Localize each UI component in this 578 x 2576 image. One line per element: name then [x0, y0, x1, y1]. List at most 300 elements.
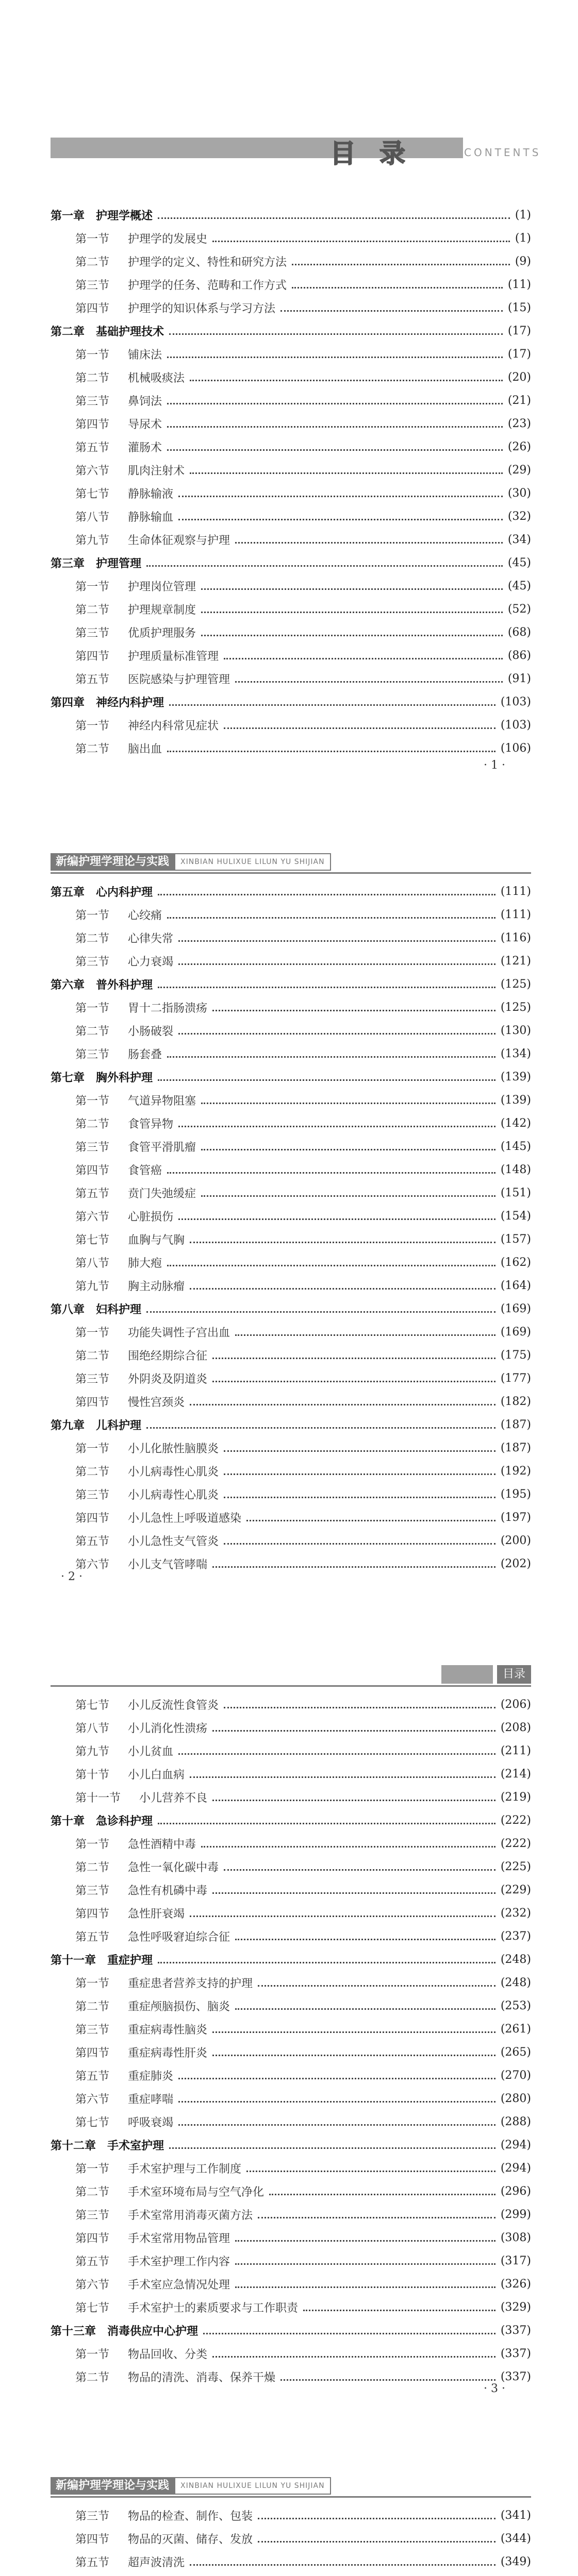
- toc-section-entry[interactable]: [51, 2157, 531, 2180]
- entry-title: 小儿病毒性心肌炎: [128, 1489, 219, 1502]
- entry-heading: [51, 671, 230, 687]
- entry-number: 第二节: [75, 256, 110, 269]
- entry-title: 医院感染与护理管理: [128, 673, 230, 686]
- toc-section-entry[interactable]: [51, 1019, 531, 1042]
- dot-leader: [224, 1450, 496, 1452]
- entry-page: (52): [507, 603, 531, 616]
- entry-page: (68): [507, 626, 531, 639]
- entry-title: 护理学的知识体系与学习方法: [128, 302, 276, 315]
- entry-title: 护理学的任务、范畴和工作方式: [128, 279, 287, 292]
- dot-leader: [167, 357, 503, 358]
- dot-leader: [190, 2564, 496, 2566]
- toc-section-entry[interactable]: [51, 343, 531, 366]
- dot-leader: [158, 1079, 496, 1081]
- toc-chapter-entry[interactable]: [51, 1413, 531, 1436]
- header-rule: [51, 1685, 531, 1687]
- entry-heading: [51, 1370, 207, 1386]
- toc-section-entry[interactable]: [51, 2249, 531, 2273]
- entry-heading: [51, 1255, 162, 1270]
- toc-section-entry[interactable]: [51, 1994, 531, 2018]
- entry-heading: [51, 1720, 207, 1736]
- toc-section-entry[interactable]: [51, 1971, 531, 1994]
- entry-title: 护理管理: [96, 557, 142, 570]
- entry-page: (253): [500, 1999, 531, 2012]
- toc-section-entry[interactable]: [51, 574, 531, 598]
- entry-number: 第四节: [75, 2232, 110, 2245]
- entry-heading: [51, 601, 196, 617]
- entry-page: (145): [500, 1140, 531, 1153]
- toc-section-entry[interactable]: [51, 389, 531, 412]
- toc-section-entry[interactable]: [51, 2527, 531, 2550]
- entry-page: (111): [500, 908, 531, 921]
- entry-title: 急性肝衰竭: [128, 1908, 185, 1921]
- entry-heading: [51, 1069, 153, 1085]
- entry-number: 第一节: [75, 233, 110, 246]
- entry-heading: [51, 207, 153, 223]
- entry-page: (20): [507, 371, 531, 384]
- dot-leader: [178, 1033, 496, 1035]
- entry-number: 第一节: [75, 581, 110, 594]
- entry-title: 护理岗位管理: [128, 581, 196, 594]
- toc-title-en: CONTENTS: [464, 146, 541, 159]
- entry-title: 胸外科护理: [96, 1072, 153, 1084]
- entry-number: 第八节: [75, 1722, 110, 1735]
- toc-section-entry[interactable]: [51, 2018, 531, 2041]
- toc-section-entry[interactable]: [51, 1902, 531, 1925]
- entry-title: 护理质量标准管理: [128, 650, 219, 663]
- dot-leader: [178, 1753, 496, 1755]
- entry-number: 第二节: [75, 1025, 110, 1038]
- entry-heading: [51, 1859, 219, 1875]
- toc-section-entry[interactable]: [51, 2365, 531, 2388]
- entry-page: (219): [500, 1791, 531, 1804]
- toc-section-entry[interactable]: [51, 2296, 531, 2319]
- dot-leader: [178, 2078, 496, 2079]
- entry-heading: [51, 1208, 173, 1224]
- toc-section-entry[interactable]: [51, 1786, 531, 1809]
- entry-number: 第十章: [51, 1815, 85, 1828]
- dot-leader: [224, 1497, 496, 1498]
- toc-section-entry[interactable]: [51, 1089, 531, 1112]
- toc-section-entry[interactable]: [51, 1251, 531, 1274]
- entry-heading: [51, 2021, 207, 2037]
- toc-section-entry[interactable]: [51, 2180, 531, 2203]
- entry-number: 第四节: [75, 302, 110, 315]
- toc-section-entry[interactable]: [51, 1228, 531, 1251]
- toc-section-entry[interactable]: [51, 2226, 531, 2249]
- toc-chapter-entry[interactable]: [51, 319, 531, 343]
- entry-number: 第七节: [75, 2302, 110, 2315]
- entry-number: 第二节: [75, 604, 110, 617]
- dot-leader: [178, 1218, 496, 1220]
- toc-section-entry[interactable]: [51, 2041, 531, 2064]
- toc-list: [51, 2504, 531, 2576]
- entry-page: (169): [500, 1302, 531, 1315]
- entry-page: (187): [500, 1418, 531, 1431]
- entry-heading: [51, 2114, 173, 2130]
- entry-title: 小儿白血病: [128, 1769, 185, 1782]
- toc-section-entry[interactable]: [51, 227, 531, 250]
- dot-leader: [167, 1056, 496, 1058]
- entry-number: 第五节: [75, 2070, 110, 2083]
- dot-leader: [158, 1962, 496, 1963]
- book-title: 新编护理学理论与实践: [51, 853, 174, 871]
- entry-heading: [51, 1185, 196, 1201]
- page-number: · 3 ·: [484, 2382, 505, 2395]
- toc-section-entry[interactable]: [51, 1274, 531, 1297]
- entry-number: 第三节: [75, 1141, 110, 1154]
- entry-page: (294): [500, 2162, 531, 2175]
- entry-title: 重症颅脑损伤、脑炎: [128, 2001, 230, 2013]
- toc-section-entry[interactable]: [51, 1925, 531, 1948]
- entry-title: 小儿急性支气管炎: [128, 1535, 219, 1548]
- toc-section-entry[interactable]: [51, 273, 531, 296]
- entry-title: 功能失调性子宫出血: [128, 1327, 230, 1340]
- entry-number: 第四节: [75, 1512, 110, 1525]
- entry-number: 第一节: [75, 1443, 110, 1455]
- entry-page: (187): [500, 1442, 531, 1454]
- toc-section-entry[interactable]: [51, 1878, 531, 1902]
- toc-section-entry[interactable]: [51, 1042, 531, 1065]
- toc-section-entry[interactable]: [51, 926, 531, 950]
- entry-number: 第五节: [75, 673, 110, 686]
- toc-section-entry[interactable]: [51, 714, 531, 737]
- toc-section-entry[interactable]: [51, 667, 531, 690]
- toc-section-entry[interactable]: [51, 737, 531, 760]
- toc-chapter-entry[interactable]: [51, 1809, 531, 1832]
- toc-section-entry[interactable]: [51, 1367, 531, 1390]
- dot-leader: [158, 217, 510, 219]
- toc-list: [51, 880, 531, 1575]
- entry-title: 食管异物: [128, 1118, 174, 1131]
- entry-heading: [51, 2044, 207, 2060]
- toc-chapter-entry[interactable]: [51, 2133, 531, 2157]
- toc-section-entry[interactable]: [51, 1716, 531, 1739]
- toc-section-entry[interactable]: [51, 412, 531, 435]
- toc-section-entry[interactable]: [51, 435, 531, 459]
- entry-number: 第三节: [75, 2209, 110, 2222]
- toc-chapter-entry[interactable]: [51, 551, 531, 574]
- entry-number: 第二节: [75, 2186, 110, 2199]
- dot-leader: [146, 1311, 496, 1313]
- toc-section-entry[interactable]: [51, 528, 531, 551]
- dot-leader: [224, 727, 496, 729]
- entry-page: (341): [500, 2509, 531, 2522]
- entry-page: (29): [507, 464, 531, 477]
- entry-title: 外阴炎及阴道炎: [128, 1373, 208, 1386]
- dot-leader: [167, 403, 503, 404]
- dot-leader: [190, 1242, 496, 1243]
- toc-section-entry[interactable]: [51, 1739, 531, 1762]
- toc-section-entry[interactable]: [51, 621, 531, 644]
- entry-heading: [51, 1789, 207, 1805]
- running-header: [0, 1665, 531, 1684]
- entry-number: 第四节: [75, 2047, 110, 2060]
- entry-title: 铺床法: [128, 349, 162, 362]
- entry-heading: [51, 1836, 196, 1852]
- entry-title: 护理学的定义、特性和研究方法: [128, 256, 287, 269]
- entry-heading: [51, 2137, 164, 2153]
- entry-heading: [51, 1928, 230, 1944]
- dot-leader: [224, 1543, 496, 1545]
- entry-title: 静脉输液: [128, 488, 174, 501]
- toc-section-entry[interactable]: [51, 2504, 531, 2527]
- entry-heading: [51, 253, 287, 269]
- entry-title: 肺大疱: [128, 1257, 162, 1270]
- dot-leader: [235, 2286, 496, 2288]
- dot-leader: [203, 2333, 496, 2334]
- toc-section-entry[interactable]: [51, 598, 531, 621]
- toc-section-entry[interactable]: [51, 2203, 531, 2226]
- header-rule: [51, 872, 531, 874]
- entry-heading: [51, 485, 173, 501]
- dot-leader: [201, 612, 503, 613]
- entry-number: 第三节: [75, 1489, 110, 1502]
- entry-number: 第十节: [75, 1769, 110, 1782]
- entry-title: 心绞痛: [128, 909, 162, 922]
- entry-heading: [51, 953, 173, 969]
- toc-chapter-entry[interactable]: [51, 1948, 531, 1971]
- entry-page: (125): [500, 978, 531, 991]
- entry-number: 第七节: [75, 488, 110, 501]
- entry-page: (151): [500, 1187, 531, 1199]
- running-header: [51, 853, 331, 871]
- toc-section-entry[interactable]: [51, 296, 531, 319]
- toc-chapter-entry[interactable]: [51, 880, 531, 903]
- toc-section-entry[interactable]: [51, 1181, 531, 1205]
- entry-title: 重症哮喘: [128, 2093, 174, 2106]
- dot-leader: [258, 1985, 496, 1987]
- entry-number: 第四节: [75, 1396, 110, 1409]
- toc-section-entry[interactable]: [51, 1506, 531, 1529]
- toc-section-entry[interactable]: [51, 250, 531, 273]
- toc-section-entry[interactable]: [51, 1483, 531, 1506]
- entry-page: (337): [500, 2324, 531, 2337]
- toc-section-entry[interactable]: [51, 2064, 531, 2087]
- dot-leader: [212, 2356, 496, 2358]
- toc-section-entry[interactable]: [51, 366, 531, 389]
- entry-title: 手术室护理: [107, 2140, 164, 2153]
- toc-section-entry[interactable]: [51, 505, 531, 528]
- dot-leader: [167, 751, 496, 752]
- entry-page: (195): [500, 1488, 531, 1501]
- entry-number: 第四章: [51, 697, 85, 709]
- entry-page: (125): [500, 1001, 531, 1014]
- dot-leader: [190, 1776, 496, 1778]
- entry-page: (296): [500, 2185, 531, 2198]
- toc-section-entry[interactable]: [51, 2087, 531, 2110]
- toc-section-entry[interactable]: [51, 1205, 531, 1228]
- entry-title: 重症护理: [107, 1954, 153, 1967]
- entry-number: 第二章: [51, 326, 85, 338]
- toc-section-entry[interactable]: [51, 459, 531, 482]
- toc-title: 目录: [330, 138, 429, 168]
- entry-heading: [51, 624, 196, 640]
- entry-heading: [51, 369, 185, 385]
- entry-title: 小儿消化性溃疡: [128, 1722, 208, 1735]
- entry-page: (214): [500, 1768, 531, 1781]
- entry-heading: [51, 1463, 219, 1479]
- entry-page: (349): [500, 2555, 531, 2568]
- toc-section-entry[interactable]: [51, 2273, 531, 2296]
- entry-page: (337): [500, 2347, 531, 2360]
- entry-heading: [51, 930, 173, 946]
- entry-title: 导尿术: [128, 418, 162, 431]
- toc-section-entry[interactable]: [51, 1460, 531, 1483]
- entry-heading: [51, 2160, 241, 2176]
- entry-heading: [51, 1278, 185, 1294]
- entry-heading: [51, 2253, 230, 2269]
- toc-section-entry[interactable]: [51, 950, 531, 973]
- toc-chapter-entry[interactable]: [51, 204, 531, 227]
- entry-page: (103): [500, 696, 531, 708]
- toc-section-entry[interactable]: [51, 1390, 531, 1413]
- entry-number: 第二节: [75, 933, 110, 945]
- toc-section-entry[interactable]: [51, 903, 531, 926]
- entry-title: 重症病毒性脑炎: [128, 2024, 208, 2037]
- toc-section-entry[interactable]: [51, 1552, 531, 1575]
- entry-number: 第四节: [75, 418, 110, 431]
- entry-title: 急性有机磷中毒: [128, 1885, 208, 1897]
- toc-section-entry[interactable]: [51, 1529, 531, 1552]
- entry-title: 手术室应急情况处理: [128, 2279, 230, 2292]
- entry-title: 小儿支气管哮喘: [128, 1558, 208, 1571]
- toc-chapter-entry[interactable]: [51, 690, 531, 714]
- entry-number: 第二节: [75, 1350, 110, 1363]
- toc-section-entry[interactable]: [51, 1832, 531, 1855]
- page-number: · 2 ·: [61, 1570, 82, 1583]
- entry-title: 儿科护理: [96, 1419, 142, 1432]
- dot-leader: [190, 380, 503, 381]
- dot-leader: [258, 2541, 496, 2543]
- toc-section-entry[interactable]: [51, 996, 531, 1019]
- entry-number: 第三节: [75, 279, 110, 292]
- entry-page: (86): [507, 649, 531, 662]
- dot-leader: [212, 1730, 496, 1732]
- entry-title: 小儿营养不良: [139, 1792, 208, 1805]
- dot-leader: [280, 310, 503, 312]
- entry-heading: [51, 1952, 153, 1968]
- entry-number: 第一节: [75, 2348, 110, 2361]
- entry-page: (225): [500, 1860, 531, 1873]
- toc-section-entry[interactable]: [51, 2342, 531, 2365]
- toc-section-entry[interactable]: [51, 644, 531, 667]
- entry-number: 第一节: [75, 909, 110, 922]
- dot-leader: [178, 2124, 496, 2126]
- header-bar: [441, 1665, 493, 1684]
- toc-section-entry[interactable]: [51, 1135, 531, 1158]
- entry-page: (197): [500, 1511, 531, 1524]
- entry-heading: [51, 1975, 253, 1991]
- toc-section-entry[interactable]: [51, 1693, 531, 1716]
- dot-leader: [158, 987, 496, 988]
- toc-chapter-entry[interactable]: [51, 2319, 531, 2342]
- entry-page: (11): [507, 278, 531, 291]
- toc-section-entry[interactable]: [51, 1436, 531, 1460]
- entry-number: 第四节: [75, 2533, 110, 2546]
- toc-chapter-entry[interactable]: [51, 1297, 531, 1320]
- entry-heading: [51, 1139, 196, 1155]
- entry-title: 心内科护理: [96, 886, 153, 899]
- toc-section-entry[interactable]: [51, 1762, 531, 1786]
- dot-leader: [178, 940, 496, 942]
- entry-number: 第二节: [75, 743, 110, 756]
- entry-heading: [51, 1486, 219, 1502]
- dot-leader: [201, 1103, 496, 1104]
- dot-leader: [169, 2147, 496, 2149]
- entry-number: 第一节: [75, 349, 110, 362]
- dot-leader: [201, 588, 503, 590]
- entry-number: 第七节: [75, 1699, 110, 1712]
- entry-number: 第六节: [75, 2279, 110, 2292]
- entry-page: (237): [500, 1930, 531, 1943]
- dot-leader: [201, 635, 503, 636]
- entry-heading: [51, 346, 162, 362]
- dot-leader: [201, 1149, 496, 1150]
- dot-leader: [212, 2031, 496, 2033]
- entry-number: 第十一章: [51, 1954, 96, 1967]
- toc-list: [51, 1693, 531, 2388]
- dot-leader: [235, 1334, 496, 1336]
- entry-heading: [51, 393, 162, 409]
- dot-leader: [246, 1520, 496, 1521]
- entry-heading: [51, 230, 207, 246]
- entry-heading: [51, 300, 275, 316]
- entry-number: 第三节: [75, 1373, 110, 1386]
- entry-title: 手术室护理工作内容: [128, 2256, 230, 2268]
- toc-section-entry[interactable]: [51, 2550, 531, 2573]
- toc-section-entry[interactable]: [51, 1158, 531, 1181]
- toc-chapter-entry[interactable]: [51, 1065, 531, 1089]
- dot-leader: [212, 1010, 496, 1011]
- entry-page: (17): [507, 348, 531, 361]
- dot-leader: [269, 2194, 496, 2195]
- entry-heading: [51, 416, 162, 432]
- entry-title: 围绝经期综合征: [128, 1350, 208, 1363]
- toc-section-entry[interactable]: [51, 482, 531, 505]
- toc-chapter-entry[interactable]: [51, 973, 531, 996]
- dot-leader: [178, 1126, 496, 1127]
- toc-page-4: [0, 2436, 578, 2576]
- entry-heading: [51, 2369, 275, 2385]
- toc-section-entry[interactable]: [51, 2573, 531, 2576]
- toc-section-entry[interactable]: [51, 1112, 531, 1135]
- toc-section-entry[interactable]: [51, 1855, 531, 1878]
- entry-page: (288): [500, 2115, 531, 2128]
- dot-leader: [224, 1473, 496, 1475]
- dot-leader: [212, 1892, 496, 1894]
- dot-leader: [178, 519, 503, 520]
- entry-heading: [51, 2230, 230, 2246]
- toc-section-entry[interactable]: [51, 1320, 531, 1344]
- entry-title: 消毒供应中心护理: [107, 2325, 199, 2338]
- entry-page: (111): [500, 885, 531, 898]
- entry-page: (337): [500, 2370, 531, 2383]
- dot-leader: [190, 472, 503, 474]
- entry-title: 优质护理服务: [128, 627, 196, 640]
- entry-title: 心律失常: [128, 933, 174, 945]
- toc-section-entry[interactable]: [51, 1344, 531, 1367]
- dot-leader: [212, 1800, 496, 1801]
- entry-title: 血胸与气胸: [128, 1234, 185, 1247]
- entry-heading: [51, 2067, 173, 2083]
- toc-section-entry[interactable]: [51, 2110, 531, 2133]
- entry-page: (169): [500, 1326, 531, 1338]
- entry-title: 生命体征观察与护理: [128, 534, 230, 547]
- entry-heading: [51, 1556, 207, 1572]
- dot-leader: [258, 2518, 496, 2519]
- dot-leader: [167, 426, 503, 428]
